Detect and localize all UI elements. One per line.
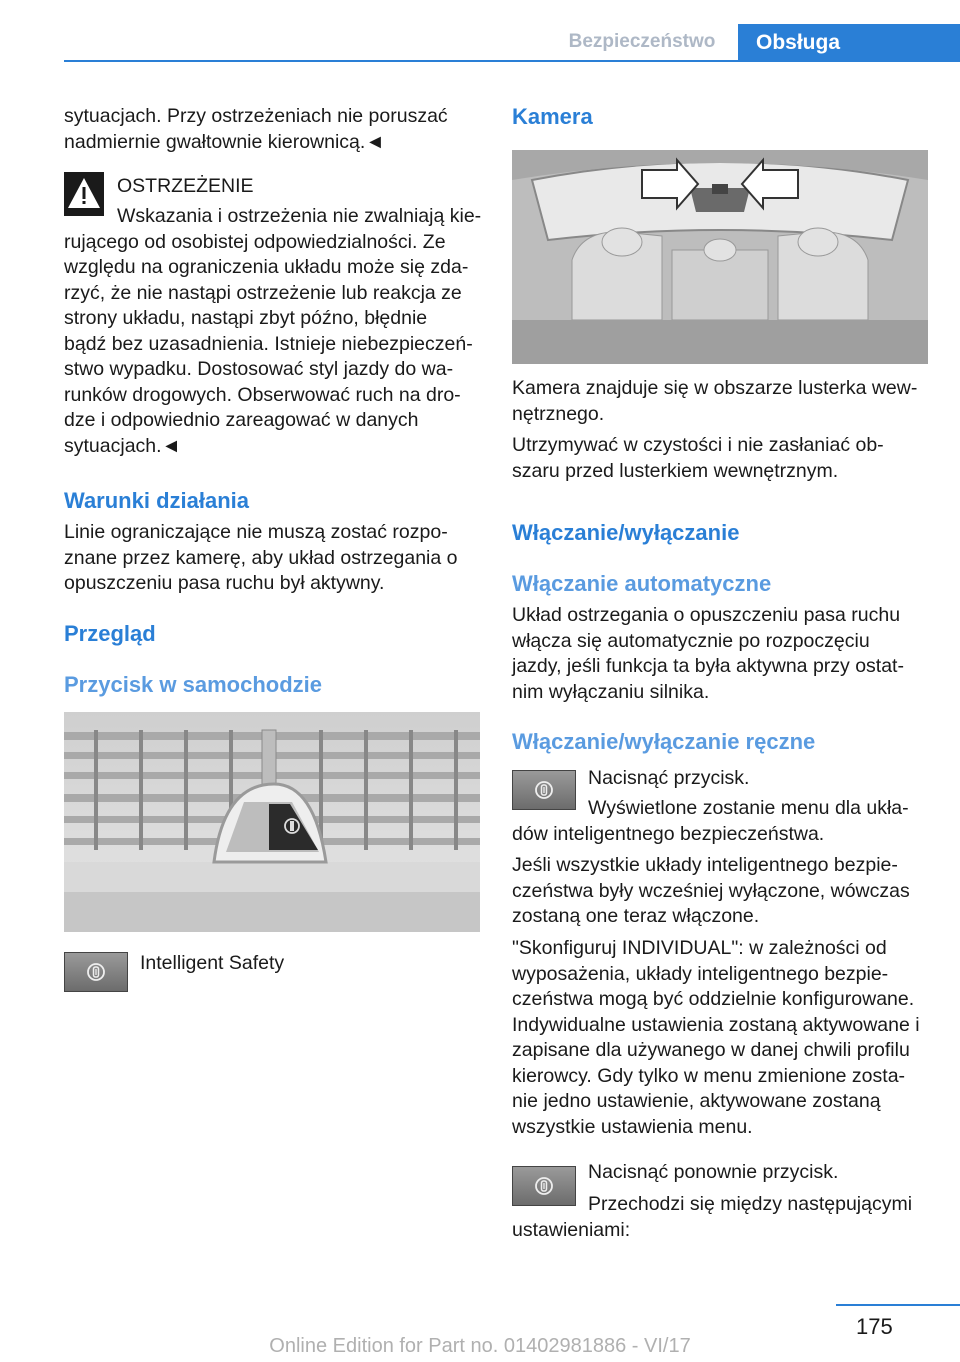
intelligent-safety-button-icon <box>64 952 128 992</box>
paragraph-automatic: Układ ostrzegania o opuszczeniu pasa ruchu włącza się automatycznie po rozpoczęciu jazdy, jeśli funkcja ta była aktywna przy ostat‐ nim wyłączaniu silnika. <box>512 604 904 703</box>
header-rule <box>64 60 960 62</box>
heading-conditions: Warunki działania <box>64 488 250 513</box>
page-number: 175 <box>856 1314 893 1339</box>
heading-camera: Kamera <box>512 104 593 129</box>
camera-location-photo <box>512 150 928 364</box>
heading-automatic: Włączanie automatyczne <box>512 571 772 596</box>
section-tab-safety[interactable]: Bezpieczeństwo <box>568 31 716 52</box>
press-button-text: Nacisnąć przycisk. <box>588 767 750 789</box>
heading-overview: Przegląd <box>64 621 156 646</box>
edition-footer: Online Edition for Part no. 01402981886 - VI/17 <box>269 1335 691 1357</box>
paragraph-camera-location: Kamera znajduje się w obszarze lusterka wew‐ nętrznego. <box>512 377 918 425</box>
paragraph-menu: Wyświetlone zostanie menu dla ukła‐ dów inteligentnego bezpieczeństwa. <box>512 797 909 845</box>
heading-switching: Włączanie/wyłączanie <box>512 520 740 545</box>
paragraph-configure: "Skonfiguruj INDIVIDUAL": w zależności od wyposażenia, układy inteligentnego bezpie‐ czeństwa mogą być oddzielnie konfigurowane. Indywidualne ustawienia zostaną aktywowane i zapisane dla używanego w danej chwili profilu kierowcy. Gdy tylko w menu zmienione zosta‐ nie jedno ustawienie, aktywowane zostaną wszystkie ustawienia menu. <box>512 937 920 1138</box>
paragraph-keep-clean: Utrzymywać w czystości i nie zasłaniać ob‐ szaru przed lusterkiem wewnętrznym. <box>512 434 884 482</box>
section-tab-operation[interactable]: Obsługa <box>738 24 960 62</box>
paragraph-intro: sytuacjach. Przy ostrzeżeniach nie poruszać nadmiernie gwałtownie kierownicą.◄ <box>64 105 448 153</box>
page-number-rule <box>836 1304 960 1306</box>
paragraph-conditions: Linie ograniczające nie muszą zostać rozpo‐ znane przez kamerę, aby układ ostrzegania o opuszczeniu pasa ruchu był aktywny. <box>64 521 458 594</box>
press-again-text: Nacisnąć ponownie przycisk. <box>588 1161 839 1183</box>
heading-button-in-car: Przycisk w samochodzie <box>64 672 322 697</box>
button-in-car-photo <box>64 712 480 932</box>
warning-title: OSTRZEŻENIE <box>117 175 254 197</box>
paragraph-if-off: Jeśli wszystkie układy inteligentnego bezpie‐ czeństwa były wcześniej wyłączone, wówczas zostaną one teraz włączone. <box>512 854 910 927</box>
paragraph-switch-settings: Przechodzi się między następującymi ustawieniami: <box>512 1193 913 1241</box>
button-caption: Intelligent Safety <box>140 952 285 974</box>
heading-manual: Włączanie/wyłączanie ręczne <box>512 729 816 754</box>
warning-text: Wskazania i ostrzeżenia nie zwalniają kie‐ rującego od osobistej odpowiedzialności. Ze względu na ograniczenia układu może się zda‐ rzyć, że nie nastąpi ostrzeżenie lub reakcja ze strony układu, nastąpi zbyt późno, błędnie bądź bez uzasadnienia. Istnieje niebezpieczeń‐ stwo wypadku. Dostosować styl jazdy do wa‐ runków drogowych. Obserwować ruch na dro‐ dze i odpowiednio zareagować w danych sytuacjach.◄ <box>64 205 482 457</box>
